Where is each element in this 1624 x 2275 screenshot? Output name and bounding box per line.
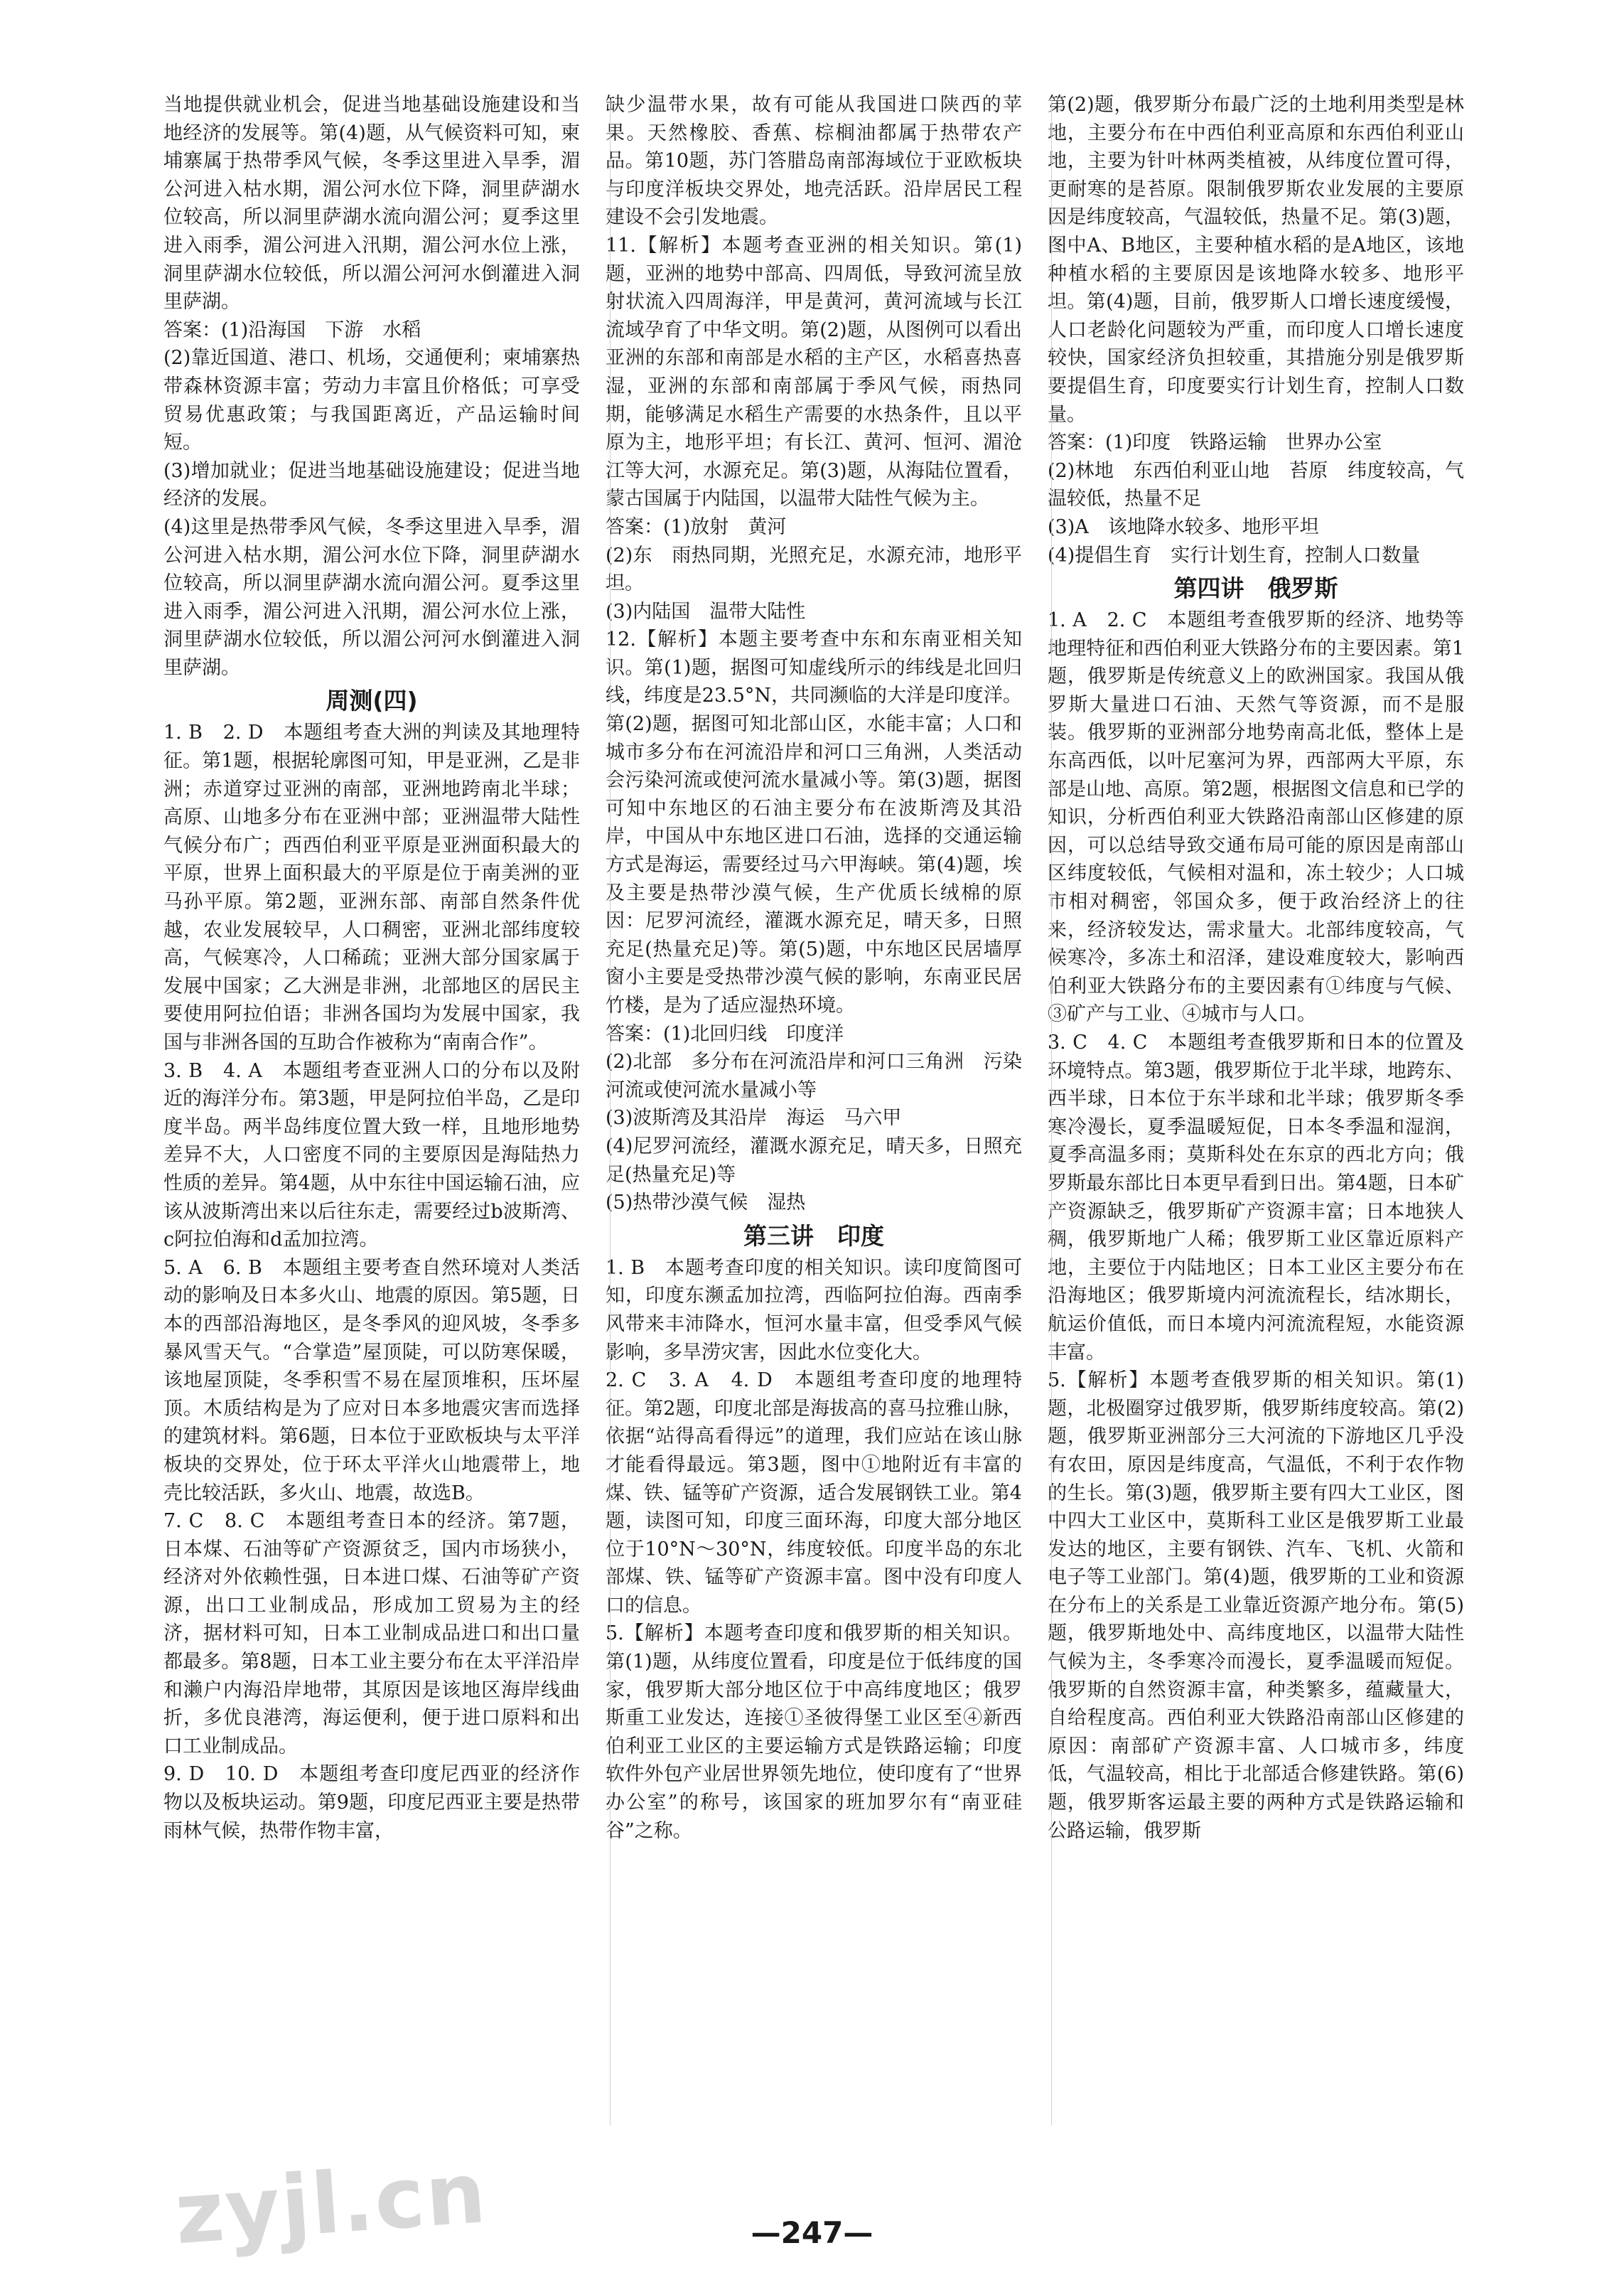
answer-paragraph: 答案：(1)印度 铁路运输 世界办公室 — [1048, 432, 1382, 454]
column-divider — [610, 100, 611, 2126]
answer-paragraph: (4)提倡生育 实行计划生育，控制人口数量 — [1048, 544, 1421, 567]
column-1 — [163, 91, 580, 2138]
answer-paragraph: 答案：(1)沿海国 下游 水稻 — [163, 318, 421, 341]
answer-paragraph: 11.【解析】本题考查亚洲的相关知识。第(1)题，亚洲的地势中部高、四周低，导致河流呈放射状流入四周海洋，甲是黄河，黄河流域与长江流域孕育了中华文明。第(2)题，从图例可以看出亚洲的东部和南部是水稻的主产区，水稻喜热喜湿，亚洲的东部和南部属于季风气候，雨热同期，能够满足水稻生产需要的水热条件，且以平原为主，地形平坦；有长江、黄河、恒河、湄沧江等大河，水源充足。第(3)题，从海陆位置看，蒙古国属于内陆国，以温带大陆性气候为主。 — [606, 234, 1022, 510]
answer-paragraph: 7. C 8. C 本题组考查日本的经济。第7题，日本煤、石油等矿产资源贫乏，国内市场狭小，经济对外依赖性强，日本进口煤、石油等矿产资源，出口工业制成品，形成加工贸易为主的经济，据材料可知，日本工业制成品进口和出口量都最多。第8题，日本工业主要分布在太平洋沿岸和濑户内海沿岸地带，其原因是该地区海岸线曲折，多优良港湾，海运便利，便于进口原料和出口工业制成品。 — [163, 1510, 580, 1757]
answer-paragraph: (2)靠近国道、港口、机场，交通便利；柬埔寨热带森林资源丰富；劳动力丰富且价格低；可享受贸易优惠政策；与我国距离近，产品运输时间短。 — [163, 347, 580, 454]
answer-paragraph: 5.【解析】本题考查印度和俄罗斯的相关知识。第(1)题，从纬度位置看，印度是位于低纬度的国家，俄罗斯大部分地区位于中高纬度地区；俄罗斯重工业发达，连接①圣彼得堡工业区至④新西伯利亚工业区的主要运输方式是铁路运输；印度软件外包产业居世界领先地位，使印度有了“世界办公室”的称号，该国家的班加罗尔有“南亚硅谷”之称。 — [606, 1622, 1022, 1842]
column-3 — [1048, 91, 1464, 2138]
answer-paragraph: 1. B 2. D 本题组考查大洲的判读及其地理特征。第1题，根据轮廓图可知，甲是亚洲，乙是非洲；赤道穿过亚洲的南部，亚洲地跨南北半球；高原、山地多分布在亚洲中部；亚洲温带大陆性气候分布广；西西伯利亚平原是亚洲面积最大的平原，世界上面积最大的平原是位于南美洲的亚马孙平原。第2题，亚洲东部、南部自然条件优越，农业发展较早，人口稠密，亚洲北部纬度较高，气候寒冷，人口稀疏；亚洲大部分国家属于发展中国家；乙大洲是非洲，北部地区的居民主要使用阿拉伯语；非洲各国均为发展中国家，我国与非洲各国的互助合作被称为“南南合作”。 — [163, 722, 580, 1054]
answer-paragraph: 3. B 4. A 本题组考查亚洲人口的分布以及附近的海洋分布。第3题，甲是阿拉伯半岛，乙是印度半岛。两半岛纬度位置大致一样，且地形地势差异不大，人口密度不同的主要原因是海陆热力性质的差异。第4题，从中东往中国运输石油，应该从波斯湾出来以后往东走，需要经过b波斯湾、c阿拉伯海和d孟加拉湾。 — [163, 1059, 580, 1251]
answer-paragraph: (3)A 该地降水较多、地形平坦 — [1048, 515, 1319, 538]
page-number: —247— — [751, 2215, 873, 2250]
answer-paragraph: 当地提供就业机会，促进当地基础设施建设和当地经济的发展等。第(4)题，从气候资料可知，柬埔寨属于热带季风气候，冬季这里进入旱季，湄公河进入枯水期，湄公河水位下降，洞里萨湖水位较高，所以洞里萨湖水流向湄公河；夏季这里进入雨季，湄公河进入汛期，湄公河水位上涨，洞里萨湖水位较低，所以湄公河河水倒灌进入洞里萨湖。 — [163, 94, 580, 314]
answer-paragraph: (3)增加就业；促进当地基础设施建设；促进当地经济的发展。 — [163, 459, 580, 510]
answer-paragraph: (5)热带沙漠气候 湿热 — [606, 1192, 806, 1214]
section-heading: 周测(四) — [326, 687, 418, 715]
answer-page — [163, 91, 1464, 2138]
answer-paragraph: 1. B 本题考查印度的相关知识。读印度简图可知，印度东濒孟加拉湾，西临阿拉伯海。西南季风带来丰沛降水，恒河水量丰富，但受季风气候影响，多旱涝灾害，因此水位变化大。 — [606, 1256, 1022, 1364]
answer-paragraph: (3)内陆国 温带大陆性 — [606, 600, 806, 623]
answer-paragraph: (4)尼罗河流经，灌溉水源充足，晴天多，日照充足(热量充足)等 — [606, 1135, 1022, 1186]
answer-paragraph: 第(2)题，俄罗斯分布最广泛的土地利用类型是林地，主要分布在中西伯利亚高原和东西伯利亚山地，主要为针叶林两类植被，从纬度位置可得，更耐寒的是苔原。限制俄罗斯农业发展的主要原因是纬度较高，气温较低，热量不足。第(3)题，图中A、B地区，主要种植水稻的是A地区，该地种植水稻的主要原因是该地降水较多、地形平坦。第(4)题，目前，俄罗斯人口增长速度缓慢，人口老龄化问题较为严重，而印度人口增长速度较快，国家经济负担较重，其措施分别是俄罗斯要提倡生育，印度要实行计划生育，控制人口数量。 — [1048, 94, 1464, 426]
answer-paragraph: (2)北部 多分布在河流沿岸和河口三角洲 污染河流或使河流水量减小等 — [606, 1051, 1022, 1101]
answer-paragraph: 12.【解析】本题主要考查中东和东南亚相关知识。第(1)题，据图可知虚线所示的纬线是北回归线，纬度是23.5°N，共同濒临的大洋是印度洋。第(2)题，据图可知北部山区，水能丰富；人口和城市多分布在河流沿岸和河口三角洲，人类活动会污染河流或使河流水量减小等。第(3)题，据图可知中东地区的石油主要分布在波斯湾及其沿岸，中国从中东地区进口石油，选择的交通运输方式是海运，需要经过马六甲海峡。第(4)题，埃及主要是热带沙漠气候，生产优质长绒棉的原因：尼罗河流经，灌溉水源充足，晴天多，日照充足(热量充足)等。第(5)题，中东地区民居墙厚窗小主要是受热带沙漠气候的影响，东南亚民居竹楼，是为了适应湿热环境。 — [606, 628, 1022, 1017]
answer-paragraph: 5. A 6. B 本题组主要考查自然环境对人类活动的影响及日本多火山、地震的原因。第5题，日本的西部沿海地区，是冬季风的迎风坡，冬季多暴风雪天气。“合掌造”屋顶陡，可以防寒保暖，该地屋顶陡，冬季积雪不易在屋顶堆积，压坏屋顶。木质结构是为了应对日本多地震灾害而选择的建筑材料。第6题，日本位于亚欧板块与太平洋板块的交界处，位于环太平洋火山地震带上，地壳比较活跃，多火山、地震，故选B。 — [163, 1256, 580, 1504]
answer-paragraph: 1. A 2. C 本题组考查俄罗斯的经济、地势等地理特征和西伯利亚大铁路分布的主要因素。第1题，俄罗斯是传统意义上的欧洲国家。我国从俄罗斯大量进口石油、天然气等资源，而不是服装。俄罗斯的亚洲部分地势南高北低，整体上是东高西低，以叶尼塞河为界，西部两大平原，东部是山地、高原。第2题，根据图文信息和已学的知识，分析西伯利亚大铁路沿南部山区修建的原因，可以总结导致交通布局可能的原因是南部山区纬度较低，气候相对温和，冻土较少；人口城市相对稠密，邻国众多，便于政治经济上的往来，经济较发达，需求量大。北部纬度较高，气候寒冷，多冻土和沼泽，建设难度较大，影响西伯利亚大铁路分布的主要因素有①纬度与气候、③矿产与工业、④城市与人口。 — [1048, 609, 1464, 1026]
section-heading: 第三讲 印度 — [743, 1221, 884, 1250]
answer-paragraph: (2)东 雨热同期，光照充足，水源充沛，地形平坦。 — [606, 544, 1022, 595]
watermark: zyjl.cn — [171, 2143, 490, 2264]
answer-paragraph: (3)波斯湾及其沿岸 海运 马六甲 — [606, 1107, 902, 1130]
answer-paragraph: (4)这里是热带季风气候，冬季这里进入旱季，湄公河进入枯水期，湄公河水位下降，洞里萨湖水位较高，所以洞里萨湖水流向湄公河。夏季这里进入雨季，湄公河进入汛期，湄公河水位上涨，洞里萨湖水位较低，所以湄公河河水倒灌进入洞里萨湖。 — [163, 515, 580, 679]
column-divider — [1051, 100, 1052, 2126]
answer-paragraph: 缺少温带水果，故有可能从我国进口陕西的苹果。天然橡胶、香蕉、棕榈油都属于热带农产品。第10题，苏门答腊岛南部海域位于亚欧板块与印度洋板块交界处，地壳活跃。沿岸居民工程建设不会引发地震。 — [606, 94, 1022, 229]
column-2 — [606, 91, 1022, 2138]
answer-paragraph: 答案：(1)放射 黄河 — [606, 515, 787, 538]
answer-paragraph: 9. D 10. D 本题组考查印度尼西亚的经济作物以及板块运动。第9题，印度尼西亚主要是热带雨林气候，热带作物丰富， — [163, 1763, 580, 1842]
section-heading: 第四讲 俄罗斯 — [1173, 574, 1338, 603]
answer-paragraph: (2)林地 东西伯利亚山地 苔原 纬度较高，气温较低，热量不足 — [1048, 459, 1464, 510]
answer-paragraph: 3. C 4. C 本题组考查俄罗斯和日本的位置及环境特点。第3题，俄罗斯位于北半球，地跨东、西半球，日本位于东半球和北半球；俄罗斯冬季寒冷漫长，夏季温暖短促，日本冬季温和湿润，夏季高温多雨；莫斯科处在东京的西北方向；俄罗斯最东部比日本更早看到日出。第4题，日本矿产资源缺乏，俄罗斯矿产资源丰富；日本地狭人稠，俄罗斯地广人稀；俄罗斯工业区靠近原料产地，主要位于内陆地区；日本工业区主要分布在沿海地区；俄罗斯境内河流流程长，结冰期长，航运价值低，而日本境内河流流程短，水能资源丰富。 — [1048, 1032, 1464, 1364]
answer-paragraph: 答案：(1)北回归线 印度洋 — [606, 1022, 844, 1045]
answer-paragraph: 5.【解析】本题考查俄罗斯的相关知识。第(1)题，北极圈穿过俄罗斯，俄罗斯纬度较高。第(2)题，俄罗斯亚洲部分三大河流的下游地区几乎没有农田，原因是纬度高，气温低，不利于农作物的生长。第(3)题，俄罗斯主要有四大工业区，图中四大工业区中，莫斯科工业区是俄罗斯工业最发达的地区，主要有钢铁、汽车、飞机、火箭和电子等工业部门。第(4)题，俄罗斯的工业和资源在分布上的关系是工业靠近资源产地分布。第(5)题，俄罗斯地处中、高纬度地区，以温带大陆性气候为主，冬季寒冷而漫长，夏季温暖而短促。俄罗斯的自然资源丰富，种类繁多，蕴藏量大，自给程度高。西伯利亚大铁路沿南部山区修建的原因：南部矿产资源丰富、人口城市多，纬度低，气温较高，相比于北部适合修建铁路。第(6)题，俄罗斯客运最主要的两种方式是铁路运输和公路运输，俄罗斯 — [1048, 1369, 1464, 1842]
answer-paragraph: 2. C 3. A 4. D 本题组考查印度的地理特征。第2题，印度北部是海拔高的喜马拉雅山脉，依据“站得高看得远”的道理，我们应站在该山脉才能看得最远。第3题，图中①地附近有丰富的煤、铁、锰等矿产资源，适合发展钢铁工业。第4题，读图可知，印度三面环海，印度大部分地区位于10°N～30°N，纬度较低。印度半岛的东北部煤、铁、锰等矿产资源丰富。图中没有印度人口的信息。 — [606, 1369, 1022, 1617]
